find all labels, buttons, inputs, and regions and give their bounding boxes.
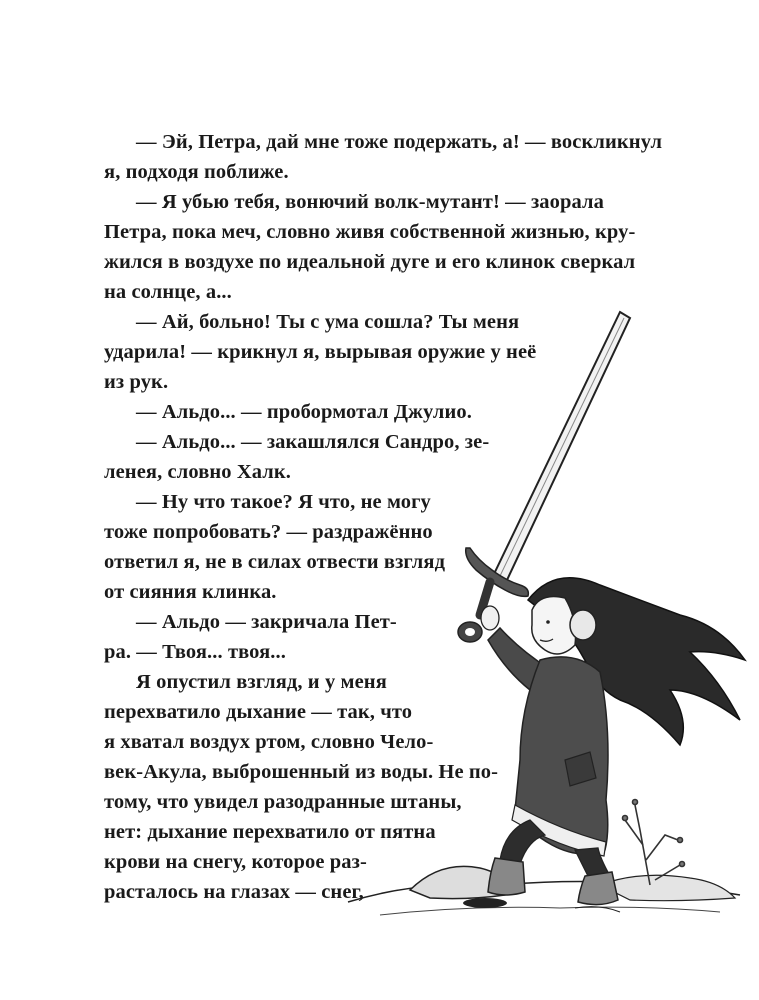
snowy-ground <box>348 866 740 915</box>
text-line: Я опустил взгляд, и у меня <box>136 671 387 693</box>
text-line: жился в воздухе по идеальной дуге и его клинок сверкал <box>104 251 636 273</box>
text-line: — Ну что такое? Я что, не могу <box>136 491 431 513</box>
text-line: ра. — Твоя... твоя... <box>104 641 286 663</box>
text-line: век-Акула, выброшенный из воды. Не по- <box>104 761 499 783</box>
girl-with-sword-illustration <box>340 300 759 940</box>
text-line: ответил я, не в силах отвести взгляд <box>104 551 446 573</box>
text-line: от сияния клинка. <box>104 581 277 603</box>
text-line: из рук. <box>104 371 169 393</box>
text-line: перехватило дыхание — так, что <box>104 701 413 723</box>
text-line: тому, что увидел разодранные штаны, <box>104 791 462 813</box>
text-line: тоже попробовать? — раздражённо <box>104 521 433 543</box>
text-line: ударила! — крикнул я, вырывая оружие у неё <box>104 341 537 363</box>
text-line: я хватал воздух ртом, словно Чело- <box>104 731 434 753</box>
text-line: ленея, словно Халк. <box>104 461 292 483</box>
text-line: — Альдо... — пробормотал Джулио. <box>136 401 472 423</box>
text-line: — Я убью тебя, вонючий волк-мутант! — заорала <box>136 191 604 213</box>
text-line: я, подходя поближе. <box>104 161 289 183</box>
text-line: — Ай, больно! Ты с ума сошла? Ты меня <box>136 311 520 333</box>
text-line: — Альдо... — закашлялся Сандро, зе- <box>136 431 490 453</box>
bare-bush <box>623 800 685 886</box>
text-line: крови на снегу, которое раз- <box>104 851 367 873</box>
text-line: на солнце, а... <box>104 281 232 303</box>
text-line: нет: дыхание перехватило от пятна <box>104 821 436 843</box>
text-line: Петра, пока меч, словно живя собственной жизнью, кру- <box>104 221 636 243</box>
text-line: — Альдо — закричала Пет- <box>136 611 397 633</box>
text-line: расталось на глазах — снег, <box>104 881 364 903</box>
text-line: — Эй, Петра, дай мне тоже подержать, а! — воскликнул <box>136 131 663 153</box>
girl-figure <box>481 578 745 905</box>
